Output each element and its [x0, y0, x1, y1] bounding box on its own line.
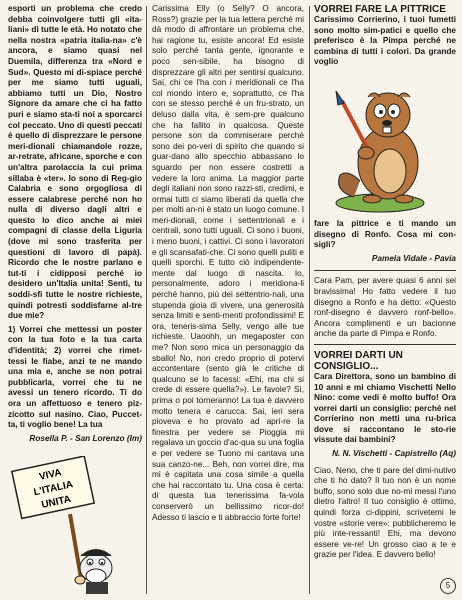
- page-number: 5: [440, 578, 456, 594]
- reply-text: Carissima Elly (o Selly? O ancora, Ross?) grazie per la tua lettera perché mi dà modo di affrontare un problema che, hai ragione tu, esiste ancora! Ed esiste solo perché tanta gente, ignorante e poco sen-sibile, ha bisogno di disprezzare gli altri per sentirsi qualcuno. Sai, chi ce l'ha con i meridionali ce l'ha col mondo intero e, soprattutto, ce l'ha con se stesso perché è un fru-strato, un deluso dalla vita, è sem-pre qualcuno che ha fallito in qualcosa. Queste persone son da commiserare perché sono dei po-veri di spirito che quando si guar-dano allo specchio abbassano lo sguardo per non essere costretti a vedere la loro anima. La maggior parte degli italiani non sono razzi-sti, credimi, e ormai tutti ci siamo liberati da quella che per molti an-ni è stato un luogo comune. I meri-dionali, come i settentrionali e i centrali, sono tutti uguali. Ci sono i buoni, i meno buoni, i cattivi. Ci sono i lavoratori e gli scansafati-che. Ci sono quelli puliti e quelli sporchi. E tutto ciò indipendente-mente dal luogo di nascita. Io, personalmente, adoro i meridiona-li perché hanno, più dei settentrio-nali, una stupenda gioia di vivere, una generosità senza limiti e senti-menti profondissimi! E ora, teneris-sima Selly, vengo alle tue richieste. Uaoohh, un megaposter con me? Non sono mica un personaggio da sballo! No, non credo proprio di potervi accontentare (sento già le critiche di qualcuno se lo facessi: «Ehi, ma chi si crede di essere quella?»). Le favole? Sì, prima o poi torneranno! La tua è davvero molto tenera e carucca. Sai, ieri sera pioveva e ho provato ad apri-re la finestra per vedere se Pioggia mi regalava un goccio d'ac-qua su una foglia e per vedere se Tuono mi cantava una sua canzo-ne... Beh, non vorrei dire, ma mi è capitata una cosa simile a quella che hai raccontato tu. Una cosa è certa: di questa tua tenerissima fa-vola conserverò un bellissimo ricor-do! Adesso ti lascio e ti abbraccio forte forte!: [152, 4, 305, 522]
- letter-column-1: [8, 4, 142, 450]
- reply-pam: Cara Pam, per avere quasi 6 anni sei bravissima! Ho fatto vedere il tuo disegno a Ronfo e ha detto: «Questo ronf-disegno è davvero ronf-bello». Ancora complimenti e un bacionne anche da parte di Pimpa e Ronfo.: [314, 276, 456, 339]
- section-divider: [314, 344, 456, 345]
- headline-pittrice: VORREI FARE LA PITTRICE: [314, 4, 446, 15]
- reply-neno: Ciao, Neno, che ti pare del dimi-nutivo che ti ho dato? Il tuo non è un nome buffo, sono solo due no-mi messi l'uno dietro l'altro! Il tuo consiglio è ottimo, quindi forza ci-dippini, scrivetemi le vostre «storie vere»: pubblicheremo le più inte-ressanti! Ehi, ma devono essere ve-re! Un grosso ciao a te e grazie per l'idea. E davvero bello!: [314, 465, 456, 560]
- column-divider: [146, 6, 147, 594]
- letter-requests: 1) Vorrei che mettessi un poster con la tua foto e la tua carta d'identità; 2) vorrei che rimet-tessi le fiabe, anzi te ne mando una mia e, anche se non potrai pubblicarla, vorrei che tu ne avessi un tenero ricordo. Ti do ora un affettuoso e tenero piz-zicotto sul nasino. Ciao, Puccet-ta, ti voglio bene! La tua: [8, 324, 142, 430]
- letters-column-3: [314, 4, 456, 564]
- viva-italia-sign-illustration: [10, 456, 142, 596]
- signature-pamela: Pamela Vidale - Pavia: [371, 253, 456, 263]
- letter-signature: Rosella P. - San Lorenzo (Im): [29, 433, 142, 443]
- sign-text-viva: VIVA: [38, 467, 63, 483]
- letter-text: esporti un problema che credo debba coinvolgere tutti gli «ita-liani» di tutte le età. Ho notato che nella nostra «patria italia-na» c'è ancora, e siamo quasi nel Duemila, differenza tra «Nord e Sud». Questo mi di-spiace perché per me siamo tutti uguali, abbiamo tutti un Dio, Nostro Signore da amare che ci ha fatto puri e siamo sta-ti noi a sporcarci col peccato. Uno di questi peccati è quello di disprezzare le persone meri-dionali chiamandole rozze, ar-retrate, africane, sporche e con un'altra parolaccia la cui prima sillaba è «ter». Io sono di Reg-gio Calabria e sono orgogliosa di essere calabrese perché non ho nulla di diverso dagli altri e questo lo dico anche ai miei compagni di classe della Liguria (dove mi sono trasferita per questioni di lavoro di papà). Ricordo che le nostre parlano e tut-ti i cidipposi perché io desidero un'Italia unita! Senti, tu soddi-sfi tutte le nostre richieste, quindi potresti soddisfarne al-tre due mie?: [8, 4, 142, 321]
- sign-text-italia: L'ITALIA: [32, 479, 75, 499]
- section-divider: [314, 270, 456, 271]
- letter-consiglio: Cara Direttora, sono un bambino di 10 anni e mi chiamo Vischetti Nello Nino: come vedi è molto buffo! Ora vorrei darti un consiglio: perché nel Corrierino non metti una ru-brica dove si raccontano le sto-rie vissute dai bambini?: [314, 371, 456, 445]
- ronfo-beaver-drawing: [314, 71, 456, 216]
- sign-text-unita: UNITA: [40, 493, 72, 511]
- letter-pittrice-continued: fare la pittrice e ti mando un disegno di Ronfo. Cosa mi con-sigli?: [314, 218, 456, 250]
- headline-consiglio: VORREI DARTI UN CONSIGLIO...: [314, 349, 403, 372]
- column-divider: [309, 6, 310, 594]
- signature-vischetti: N. N. Vischetti - Capistrello (Aq): [332, 449, 456, 459]
- letter-pittrice: Carissimo Corrierino, i tuoi fumetti sono molto sim-patici e quello che preferisco è la Pimpa perché ne combina di tutti i colori. Da grande voglio: [314, 15, 456, 67]
- reply-column-2: [152, 4, 304, 526]
